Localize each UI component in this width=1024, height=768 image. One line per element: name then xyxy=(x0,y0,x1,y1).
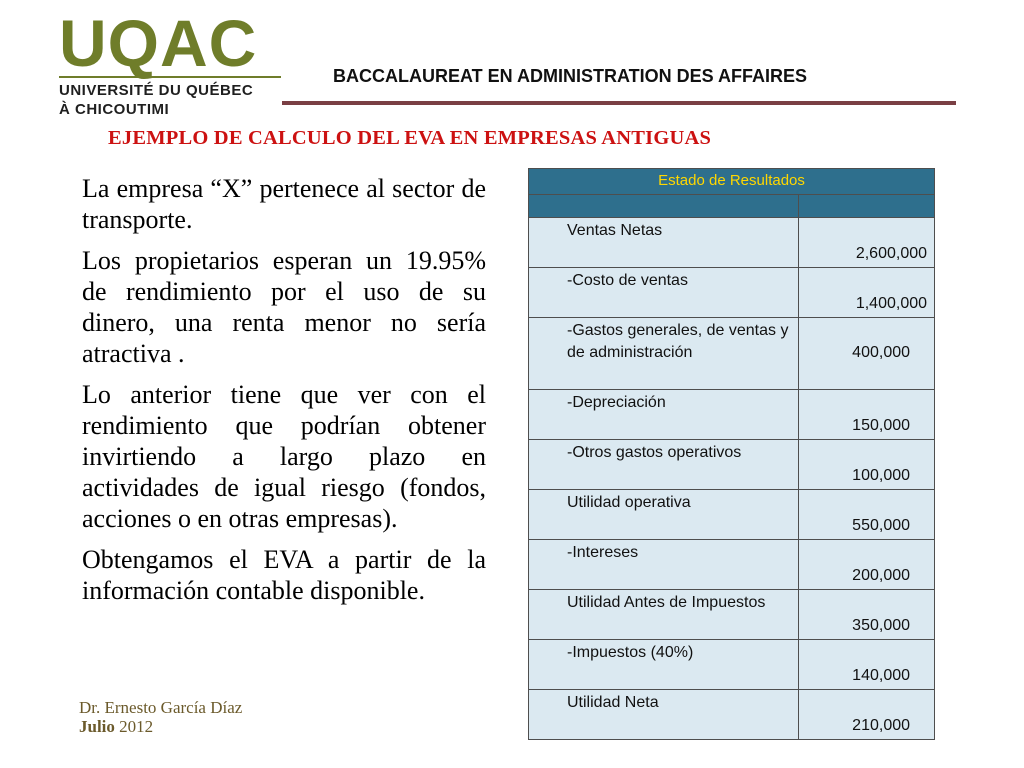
row-value: 350,000 xyxy=(799,590,935,640)
logo-line-2: À CHICOUTIMI xyxy=(59,101,170,118)
row-value: 100,000 xyxy=(799,440,935,490)
table-row xyxy=(529,690,935,740)
table-row xyxy=(529,318,935,390)
table-header-row xyxy=(529,169,935,195)
row-label: -Costo de ventas xyxy=(529,268,799,318)
paragraph-4: Obtengamos el EVA a partir de la información contable disponible. xyxy=(82,545,486,605)
subheader-cell-label xyxy=(529,195,799,218)
row-value: 200,000 xyxy=(799,540,935,590)
footer-year: 2012 xyxy=(119,717,154,736)
row-value: 1,400,000 xyxy=(799,268,935,318)
row-value: 150,000 xyxy=(799,390,935,440)
row-label: -Intereses xyxy=(529,540,799,590)
row-value: 2,600,000 xyxy=(799,218,935,268)
paragraph-2: Los propietarios esperan un 19.95% de rendimiento por el uso de su dinero, una renta menor no sería atractiva . xyxy=(82,246,486,368)
table-row xyxy=(529,440,935,490)
table-row xyxy=(529,490,935,540)
footer-date xyxy=(79,717,242,736)
row-label: Utilidad operativa xyxy=(529,490,799,540)
uqac-logo xyxy=(59,6,281,120)
row-label: -Depreciación xyxy=(529,390,799,440)
footer xyxy=(79,698,242,736)
table-row xyxy=(529,268,935,318)
row-label: Utilidad Antes de Impuestos xyxy=(529,590,799,640)
header-divider xyxy=(282,101,956,105)
row-value: 140,000 xyxy=(799,640,935,690)
table-subheader-row xyxy=(529,195,935,218)
row-label: -Gastos generales, de ventas y de administración xyxy=(529,318,799,390)
row-label: -Otros gastos operativos xyxy=(529,440,799,490)
paragraph-1: La empresa “X” pertenece al sector de transporte. xyxy=(82,174,486,234)
body-text xyxy=(82,173,486,616)
logo-line-1: UNIVERSITÉ DU QUÉBEC xyxy=(59,76,281,100)
footer-month: Julio xyxy=(79,717,115,736)
row-value: 210,000 xyxy=(799,690,935,740)
table-row xyxy=(529,640,935,690)
income-statement-table xyxy=(528,168,935,740)
slide-title: EJEMPLO DE CALCULO DEL EVA EN EMPRESAS ANTIGUAS xyxy=(108,127,712,149)
row-value: 400,000 xyxy=(799,318,935,390)
row-value: 550,000 xyxy=(799,490,935,540)
row-label: Utilidad Neta xyxy=(529,690,799,740)
table-row xyxy=(529,590,935,640)
table-row xyxy=(529,218,935,268)
subheader-cell-value xyxy=(799,195,935,218)
row-label: -Impuestos (40%) xyxy=(529,640,799,690)
paragraph-3: Lo anterior tiene que ver con el rendimiento que podrían obtener invirtiendo a largo plazo en actividades de igual riesgo (fondos, acciones o en otras empresas). xyxy=(82,380,486,533)
table-title: Estado de Resultados xyxy=(529,169,935,195)
table-row xyxy=(529,540,935,590)
footer-author: Dr. Ernesto García Díaz xyxy=(79,698,243,717)
row-label: Ventas Netas xyxy=(529,218,799,268)
logo-mark: UQAC xyxy=(59,6,258,80)
header-title: BACCALAUREAT EN ADMINISTRATION DES AFFAIRES xyxy=(333,66,807,86)
table-row xyxy=(529,390,935,440)
